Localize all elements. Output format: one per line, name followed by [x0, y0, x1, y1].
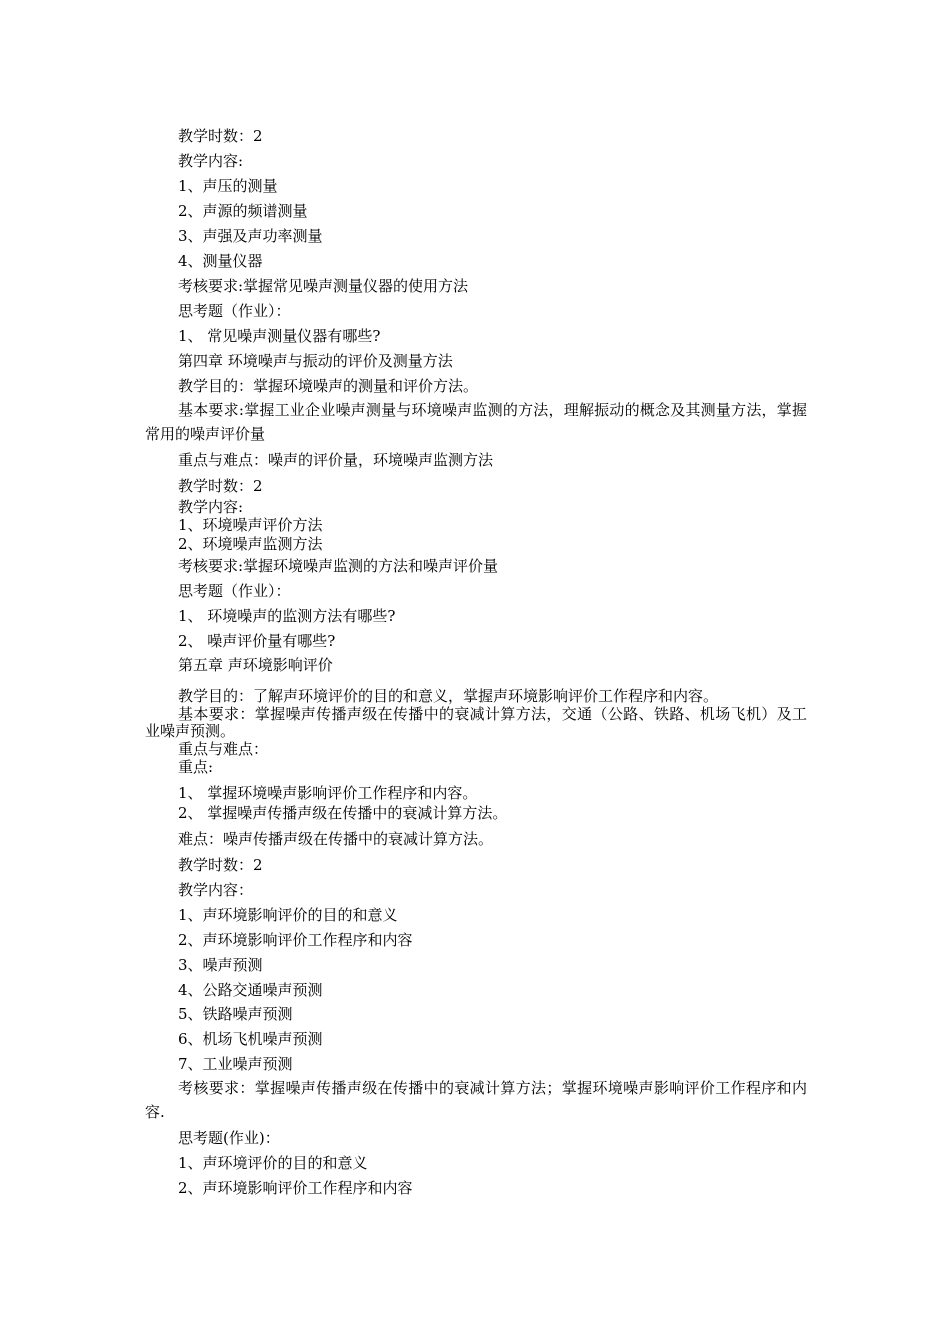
list-item: 2、声环境影响评价工作程序和内容: [178, 1179, 413, 1197]
paragraph: 基本要求:掌握工业企业噪声测量与环境噪声监测的方法，理解振动的概念及其测量方法，掌握常用的噪声评价量: [145, 401, 807, 443]
list-item: 2、 掌握噪声传播声级在传播中的衰减计算方法。: [178, 804, 508, 822]
list-item: 7、工业噪声预测: [178, 1055, 293, 1073]
text-line: 思考题(作业)：: [178, 1129, 280, 1147]
text-line: 教学内容：: [178, 881, 254, 899]
text-line: 教学内容:: [178, 152, 244, 170]
text-line: 思考题（作业）：: [178, 302, 291, 320]
paragraph: 基本要求：掌握噪声传播声级在传播中的衰减计算方法，交通（公路、铁路、机场飞机）及工业噪声预测。: [145, 705, 807, 740]
text-line: 教学时数：2: [178, 127, 263, 145]
list-item: 1、 常见噪声测量仪器有哪些?: [178, 327, 381, 345]
text-line: 教学内容:: [178, 498, 244, 516]
text-line: 难点：噪声传播声级在传播中的衰减计算方法。: [178, 830, 494, 848]
list-item: 1、声环境影响评价的目的和意义: [178, 906, 398, 924]
text-line: 教学目的：了解声环境评价的目的和意义，掌握声环境影响评价工作程序和内容。: [178, 687, 719, 705]
list-item: 3、噪声预测: [178, 956, 263, 974]
list-item: 4、测量仪器: [178, 252, 263, 270]
chapter-heading: 第五章 声环境影响评价: [178, 656, 333, 674]
list-item: 5、铁路噪声预测: [178, 1005, 293, 1023]
list-item: 2、声环境影响评价工作程序和内容: [178, 931, 413, 949]
list-item: 6、机场飞机噪声预测: [178, 1030, 323, 1048]
list-item: 4、公路交通噪声预测: [178, 981, 323, 999]
list-item: 1、 掌握环境噪声影响评价工作程序和内容。: [178, 784, 478, 802]
list-item: 2、 噪声评价量有哪些?: [178, 632, 336, 650]
text-line: 考核要求:掌握环境噪声监测的方法和噪声评价量: [178, 557, 499, 575]
text-line: 教学时数：2: [178, 477, 263, 495]
text-line: 重点:: [178, 758, 214, 776]
list-item: 3、声强及声功率测量: [178, 227, 323, 245]
text-line: 重点与难点：: [178, 740, 269, 758]
text-line: 教学目的：掌握环境噪声的测量和评价方法。: [178, 377, 479, 395]
list-item: 1、声压的测量: [178, 177, 278, 195]
paragraph: 考核要求：掌握噪声传播声级在传播中的衰减计算方法；掌握环境噪声影响评价工作程序和内容.: [145, 1079, 807, 1121]
text-line: 考核要求:掌握常见噪声测量仪器的使用方法: [178, 277, 469, 295]
text-line: 重点与难点：噪声的评价量，环境噪声监测方法: [178, 451, 494, 469]
list-item: 1、 环境噪声的监测方法有哪些?: [178, 607, 396, 625]
list-item: 2、环境噪声监测方法: [178, 535, 323, 553]
list-item: 1、环境噪声评价方法: [178, 516, 323, 534]
chapter-heading: 第四章 环境噪声与振动的评价及测量方法: [178, 352, 453, 370]
text-line: 教学时数：2: [178, 856, 263, 874]
list-item: 2、声源的频谱测量: [178, 202, 308, 220]
text-line: 思考题（作业）：: [178, 582, 291, 600]
list-item: 1、声环境评价的目的和意义: [178, 1154, 368, 1172]
